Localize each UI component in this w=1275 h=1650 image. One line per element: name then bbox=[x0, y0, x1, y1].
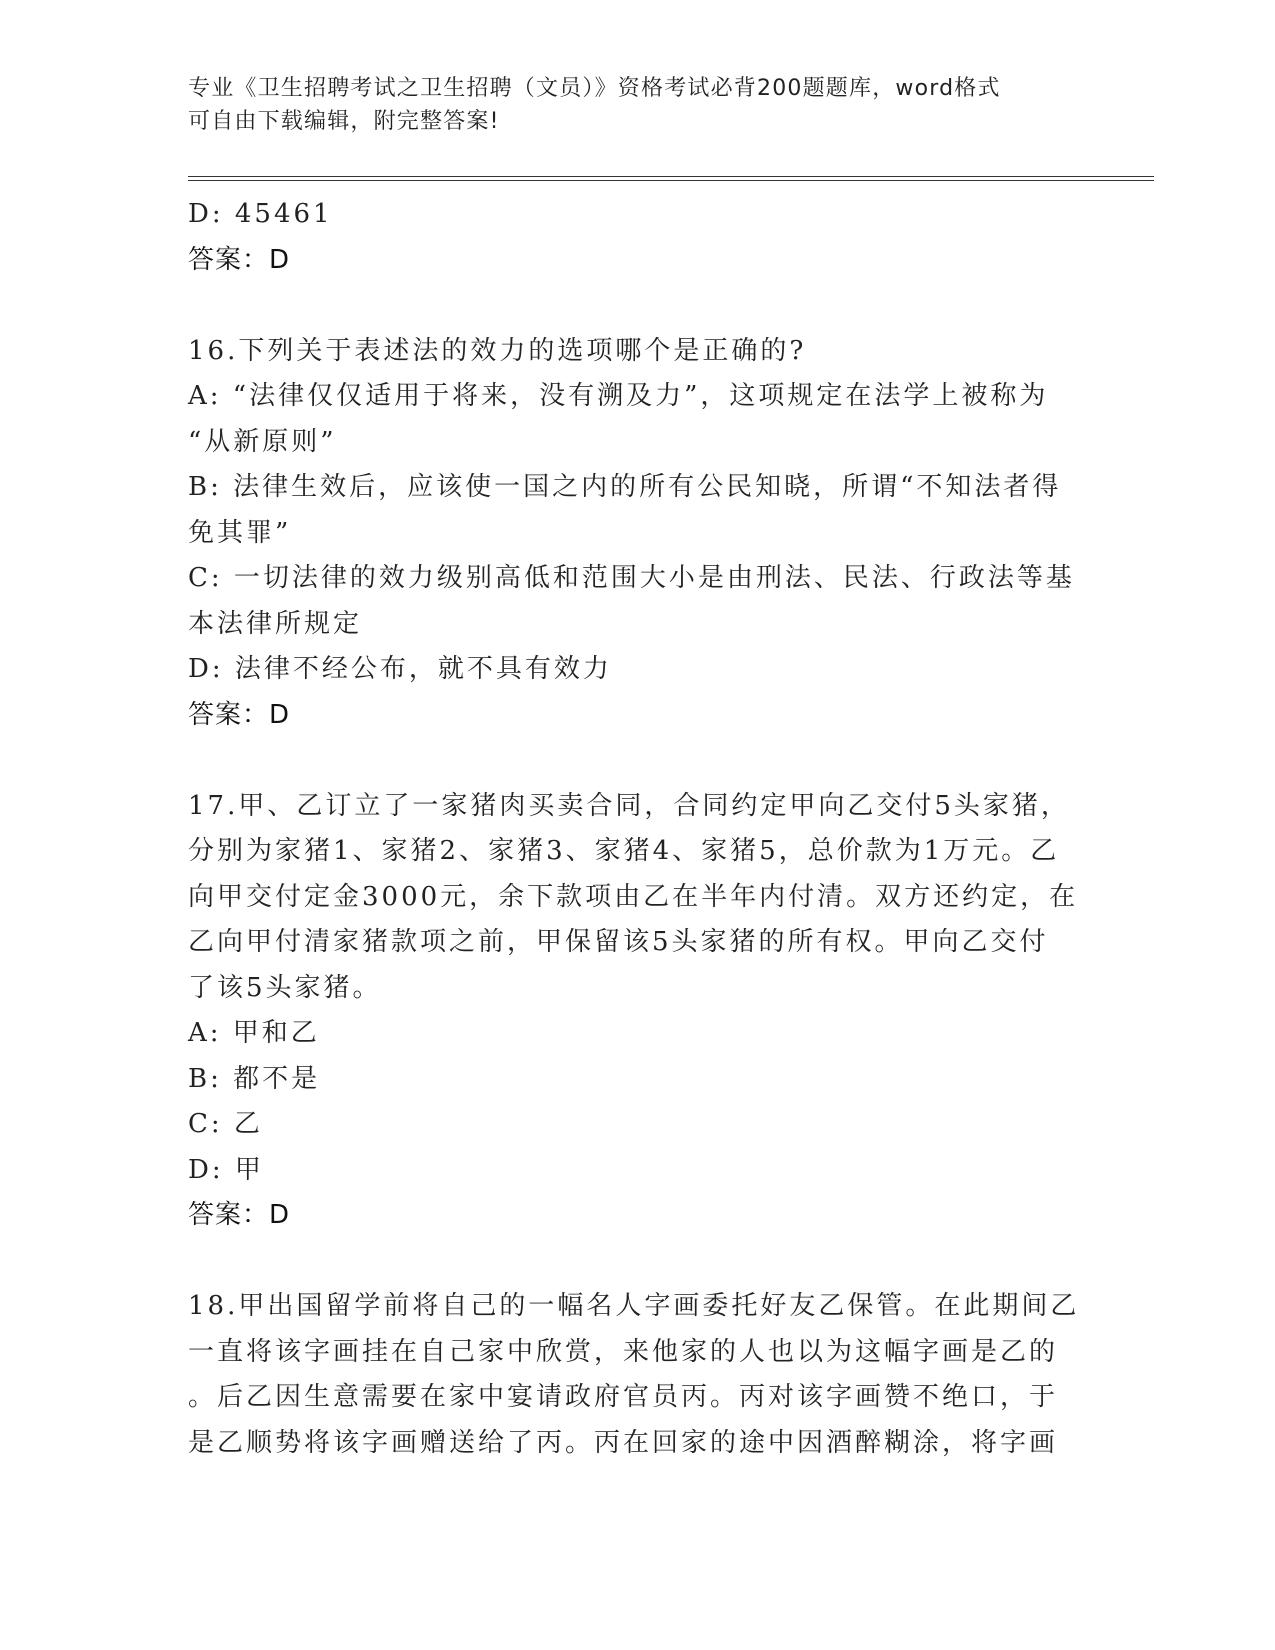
answer-line: 答案：D bbox=[188, 1200, 291, 1230]
question-stem-continued: 了该5头家猪。 bbox=[188, 972, 382, 1003]
option-a: A: 甲和乙 bbox=[188, 1018, 320, 1048]
question-stem: 18.甲出国留学前将自己的一幅名人字画委托好友乙保管。在此期间乙 bbox=[188, 1291, 1080, 1321]
answer-line: 答案：D bbox=[188, 699, 291, 730]
question-stem: 16.下列关于表述法的效力的选项哪个是正确的? bbox=[188, 335, 807, 366]
option-c: C: 一切法律的效力级别高低和范围大小是由刑法、民法、行政法等基 bbox=[188, 563, 1075, 593]
question-17 bbox=[188, 784, 1088, 1239]
option-d: D: 甲 bbox=[188, 1154, 264, 1185]
header-title-line-1: 专业《卫生招聘考试之卫生招聘（文员）》资格考试必背200题题库，word格式 bbox=[188, 76, 1001, 101]
option-b: B: 都不是 bbox=[188, 1063, 321, 1094]
question-stem-continued: 是乙顺势将该字画赠送给了丙。丙在回家的途中因酒醉糊涂，将字画 bbox=[188, 1427, 1059, 1458]
question-stem-continued: 。后乙因生意需要在家中宴请政府官员丙。丙对该字画赞不绝口，于 bbox=[188, 1382, 1059, 1412]
question-stem: 17.甲、乙订立了一家猪肉买卖合同，合同约定甲向乙交付5头家猪， bbox=[188, 790, 1070, 821]
spacer bbox=[188, 283, 1088, 329]
spacer bbox=[188, 1239, 1088, 1285]
page-header bbox=[188, 72, 1068, 138]
question-stem-continued: 乙向甲付清家猪款项之前，甲保留该5头家猪的所有权。甲向乙交付 bbox=[188, 927, 1049, 957]
question-stem-continued: 向甲交付定金3000元，余下款项由乙在半年内付清。双方还约定，在 bbox=[188, 881, 1079, 912]
option-c-continued: 本法律所规定 bbox=[188, 608, 363, 639]
question-stem-continued: 分别为家猪1、家猪2、家猪3、家猪4、家猪5，总价款为1万元。乙 bbox=[188, 836, 1060, 866]
option-b: B: 法律生效后，应该使一国之内的所有公民知晓，所谓“不知法者得 bbox=[188, 472, 1062, 502]
answer-line: 答案：D bbox=[188, 244, 291, 275]
spacer bbox=[188, 738, 1088, 784]
question-16 bbox=[188, 329, 1088, 739]
option-d: D: 法律不经公布，就不具有效力 bbox=[188, 654, 612, 684]
option-c: C: 乙 bbox=[188, 1109, 263, 1139]
question-stem-continued: 一直将该字画挂在自己家中欣赏，来他家的人也以为这幅字画是乙的 bbox=[188, 1336, 1059, 1367]
option-a: A: “法律仅仅适用于将来，没有溯及力”，这项规定在法学上被称为 bbox=[188, 381, 1049, 411]
header-divider bbox=[188, 176, 1154, 181]
question-18 bbox=[188, 1284, 1088, 1466]
document-body bbox=[188, 192, 1088, 1466]
option-a-continued: “从新原则” bbox=[188, 426, 337, 457]
header-title-line-2: 可自由下载编辑，附完整答案! bbox=[188, 109, 500, 134]
option-b-continued: 免其罪” bbox=[188, 517, 292, 548]
question-15-tail bbox=[188, 192, 1088, 283]
option-d: D: 45461 bbox=[188, 199, 333, 229]
